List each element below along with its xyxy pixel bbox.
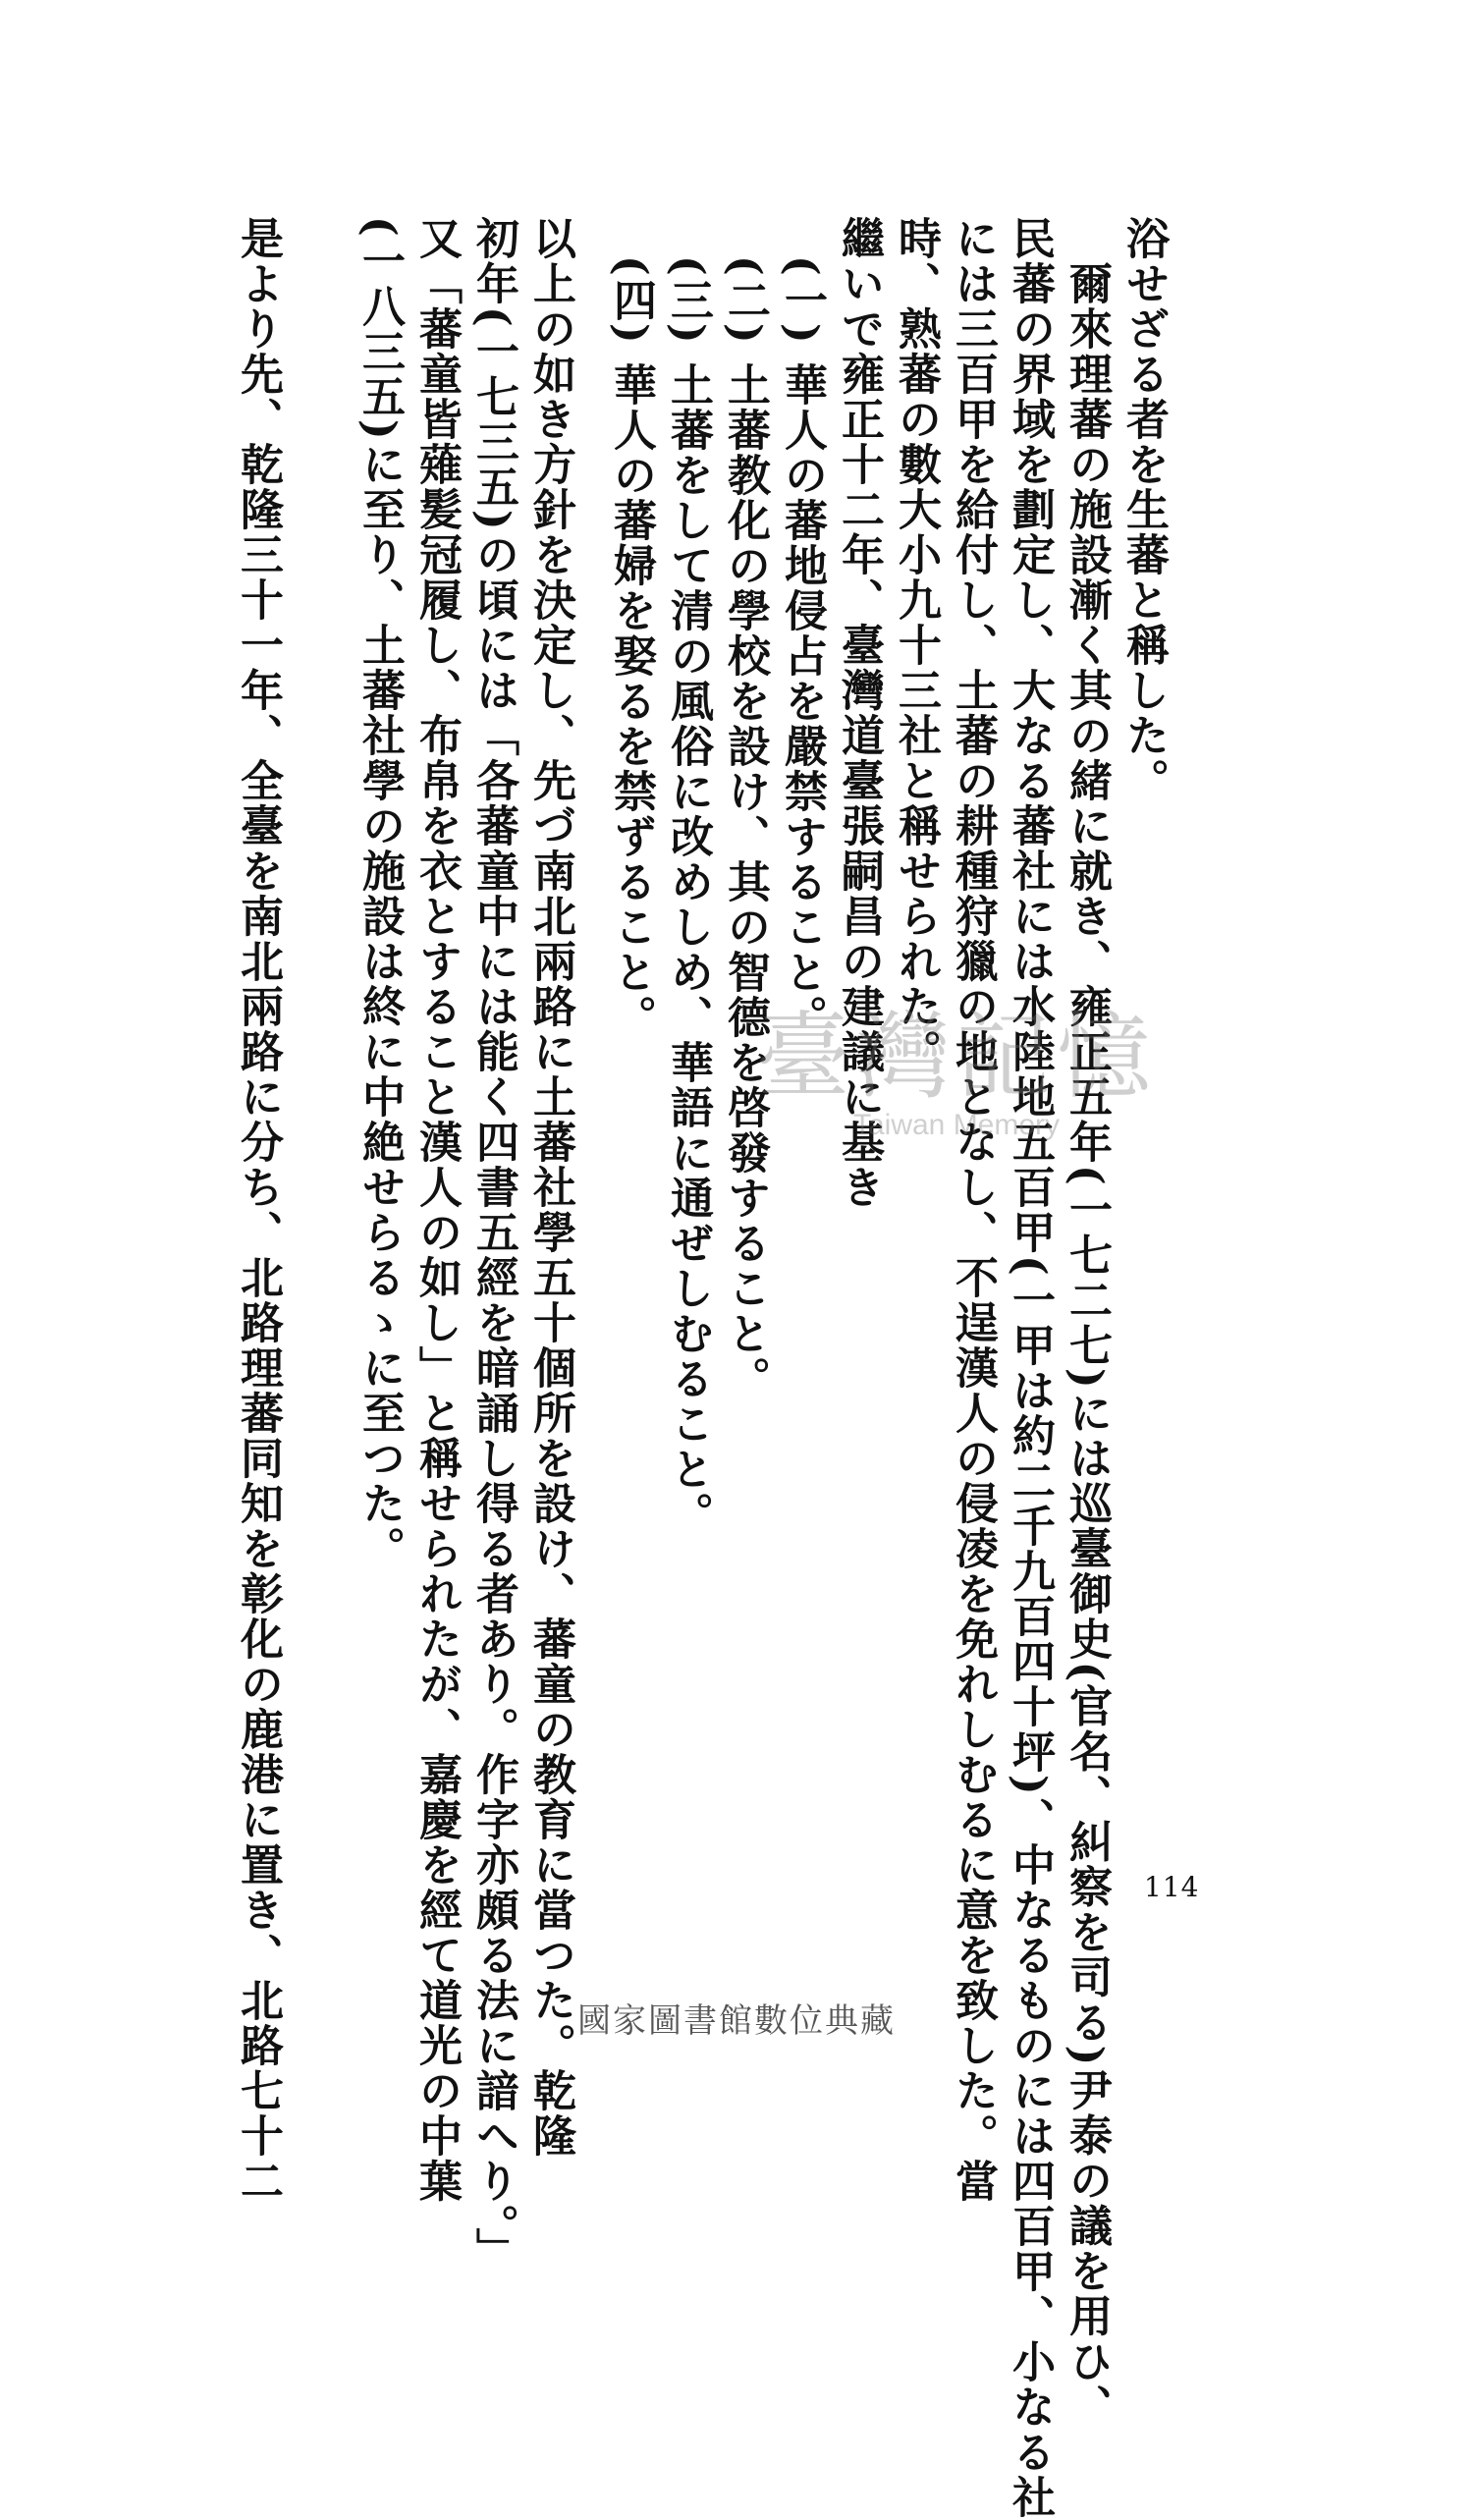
text-column-3: 民蕃の界域を劃定し、大なる蕃社には水陸地五百甲(一甲は約二千九百四十坪)、中なるものには四百甲、小なる社	[1005, 216, 1055, 2520]
text-column-11: 以上の如き方針を決定し、先づ南北兩路に土蕃社學五十個所を設け、蕃童の教育に當つた。乾隆	[525, 216, 575, 2159]
watermark-title: 臺灣記憶	[756, 1002, 1157, 1112]
text-column-13: 又「蕃童皆薙髪冠履し、布帛を衣とすること漢人の如し」と稱せられたが、嘉慶を經て道光の中葉	[411, 216, 462, 2204]
list-item-4: (四) 華人の蕃婦を娶るを禁ずること。	[606, 255, 656, 1040]
list-item-1: (一) 華人の蕃地侵占を嚴禁すること。	[777, 255, 827, 1040]
text-column-6: 繼いで雍正十二年、臺灣道臺張嗣昌の建議に基き	[834, 216, 884, 1210]
text-column-1: 浴せざる者を生蕃と稱した。	[1118, 216, 1169, 803]
watermark-subtitle: Taiwan Memory	[852, 1109, 1061, 1141]
list-item-2: (二) 土蕃教化の學校を設け、其の智德を啓發すること。	[720, 255, 770, 1401]
text-column-5: 時、熟蕃の數大小九十三社と稱せられた。	[891, 216, 941, 1074]
text-column-2: 爾來理蕃の施設漸く其の緒に就き、雍正五年(一七二七)には巡臺御史(官名、糾察を司る)尹泰の議を用ひ、	[1062, 261, 1112, 2430]
footer-credit: 國家圖書館數位典藏	[577, 2001, 896, 2041]
text-column-14: (一八三五)に至り、土蕃社學の施設は終に中絶せらるゝに至つた。	[355, 216, 405, 1571]
text-column-12: 初年(一七三五)の頃には「各蕃童中には能く四書五經を暗誦し得る者あり。作字亦頗る法に諳へり。」	[468, 216, 518, 2273]
text-column-15: 是より先、乾隆三十一年、全臺を南北兩路に分ち、北路理蕃同知を彰化の鹿港に置き、北路七十二	[233, 216, 283, 2204]
list-item-3: (三) 土蕃をして清の風俗に改めしめ、華語に通ぜしむること。	[663, 255, 713, 1537]
page-number: 114	[1144, 1871, 1200, 1903]
text-column-4: には三百甲を給付し、土蕃の耕種狩獵の地となし、不逞漢人の侵凌を免れしむるに意を致した。當	[948, 216, 998, 2204]
